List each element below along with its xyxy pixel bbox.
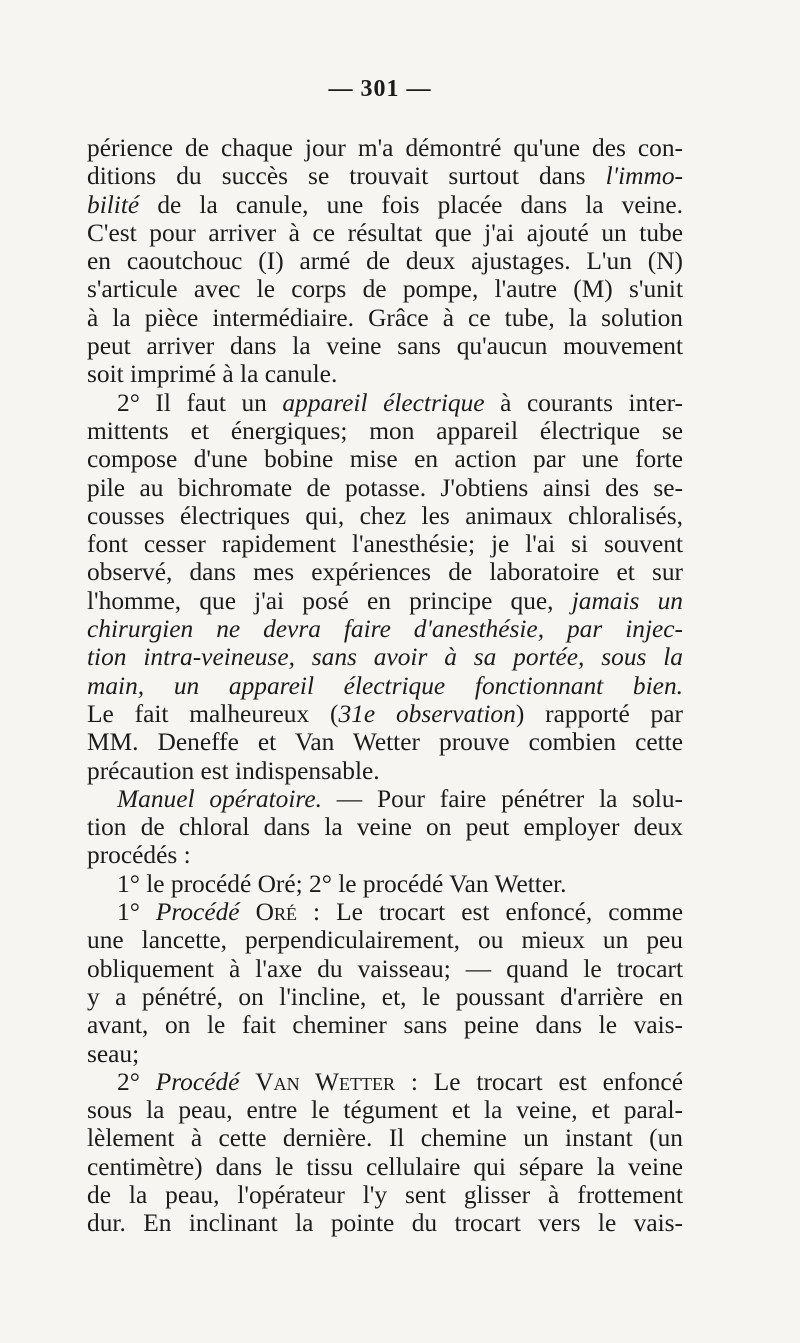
text-run: une lancette, perpendiculairement, ou mieux un peu: [87, 926, 683, 955]
italic-run: appareil électrique: [282, 388, 485, 417]
text-run: C'est pour arriver à ce résultat que j'ai ajouté un tube: [87, 218, 683, 247]
text-run: centimètre) dans le tissu cellulaire qui sépare la veine: [87, 1152, 683, 1181]
text-run: tion de chloral dans la veine on peut employer deux: [87, 813, 683, 842]
text-line: [87, 870, 683, 898]
text-run: lèlement à cette dernière. Il chemine un instant (un: [87, 1124, 683, 1153]
italic-run: jamais un: [571, 586, 683, 615]
text-line: [87, 389, 683, 417]
text-run: peut arriver dans la veine sans qu'aucun mouvement: [87, 332, 683, 361]
text-line: [87, 304, 683, 332]
text-run: font cesser rapidement l'anesthésie; je l'ai si souvent: [87, 530, 683, 559]
text-run: à courants inter-: [484, 388, 683, 417]
text-line: [87, 1124, 683, 1152]
italic-run: Manuel opératoire.: [117, 784, 322, 813]
text-run: en caoutchouc (I) armé de deux ajustages. L'un (N): [87, 247, 683, 276]
italic-run: chirurgien ne devra faire d'anesthésie, par injec-: [87, 615, 683, 644]
italic-run: main, un appareil électrique fonctionnant bien.: [87, 671, 683, 700]
text-run: y a pénétré, on l'incline, et, le poussant d'arrière en: [87, 982, 683, 1011]
text-run: mittents et énergiques; mon appareil électrique se: [87, 416, 683, 445]
text-line: [87, 275, 683, 303]
text-line: [87, 1096, 683, 1124]
text-line: [87, 162, 683, 190]
text-line: [87, 530, 683, 558]
text-line: [87, 672, 683, 700]
text-line: [87, 955, 683, 983]
text-run: périence de chaque jour m'a démontré qu'une des con-: [87, 134, 683, 162]
text-line: [87, 926, 683, 954]
text-line: [87, 1068, 683, 1096]
text-run: : Le trocart est enfoncé: [394, 1067, 683, 1096]
text-run: Le fait malheureux (: [87, 699, 339, 728]
text-line: [87, 983, 683, 1011]
text-run: ) rapporté par: [515, 699, 683, 728]
text-line: [87, 360, 683, 388]
italic-run: l'immo-: [605, 162, 683, 191]
text-line: [87, 700, 683, 728]
text-run: sous la peau, entre le tégument et la veine, et paral-: [87, 1096, 683, 1125]
text-line: [87, 1040, 683, 1068]
text-run: soit imprimé à la canule.: [87, 360, 338, 389]
text-line: [87, 502, 683, 530]
text-line: [87, 728, 683, 756]
text-run: l'homme, que j'ai posé en principe que,: [87, 586, 572, 615]
text-line: [87, 1011, 683, 1039]
italic-run: Procédé: [155, 898, 240, 927]
text-run: MM. Deneffe et Van Wetter prouve combien cette: [87, 728, 683, 757]
italic-run: 31e observation: [338, 699, 516, 728]
text-line: [87, 898, 683, 926]
text-run: — Pour faire pénétrer la solu-: [321, 784, 684, 813]
text-run: compose d'une bobine mise en action par une forte: [87, 445, 683, 474]
text-run: cousses électriques qui, chez les animaux chloralisés,: [87, 501, 683, 530]
text-line: [87, 1153, 683, 1181]
text-run: s'articule avec le corps de pompe, l'autre (M) s'unit: [87, 275, 683, 304]
text-line: [87, 417, 683, 445]
italic-run: bilité: [87, 190, 140, 219]
text-run: 2° Il faut un: [117, 388, 283, 417]
text-line: [87, 587, 683, 615]
text-run: de la peau, l'opérateur l'y sent glisser à frottement: [87, 1180, 683, 1209]
text-run: à la pièce intermédiaire. Grâce à ce tube, la solution: [87, 303, 683, 332]
text-run: précaution est indispensable.: [87, 756, 380, 785]
text-line: [87, 757, 683, 785]
text-line: [87, 615, 683, 643]
text-run: [240, 898, 256, 926]
text-line: [87, 841, 683, 869]
text-run: avant, on le fait cheminer sans peine dans le vais-: [87, 1011, 683, 1040]
text-line: [87, 332, 683, 360]
body-text: [87, 134, 683, 1238]
text-run: dur. En inclinant la pointe du trocart vers le vais-: [87, 1209, 683, 1238]
page-number: — 301 —: [328, 76, 432, 102]
text-run: observé, dans mes expériences de laboratoire et sur: [87, 558, 683, 587]
text-run: seau;: [87, 1039, 140, 1068]
text-run: 1° le procédé Oré; 2° le procédé Van Wetter.: [117, 869, 567, 898]
text-line: [87, 445, 683, 473]
text-line: [87, 1209, 683, 1237]
text-line: [87, 219, 683, 247]
text-line: [87, 643, 683, 671]
small-caps-run: Van Wetter: [255, 1067, 395, 1096]
text-line: [87, 558, 683, 586]
text-run: pile au bichromate de potasse. J'obtiens ainsi des se-: [87, 473, 683, 502]
text-run: procédés :: [87, 841, 191, 870]
text-run: de la canule, une fois placée dans la veine.: [139, 190, 683, 219]
text-run: obliquement à l'axe du vaisseau; — quand le trocart: [87, 954, 683, 983]
text-line: [87, 1181, 683, 1209]
small-caps-run: Oré: [255, 898, 297, 927]
text-line: [87, 247, 683, 275]
text-line: [87, 191, 683, 219]
text-line: [87, 474, 683, 502]
italic-run: tion intra-veineuse, sans avoir à sa portée, sous la: [87, 643, 683, 672]
italic-run: Procédé: [155, 1067, 240, 1096]
text-line: [87, 134, 683, 162]
text-run: 1°: [117, 898, 156, 927]
text-run: ditions du succès se trouvait surtout dans: [87, 162, 606, 191]
text-run: [239, 1068, 255, 1096]
text-line: [87, 785, 683, 813]
text-run: 2°: [117, 1067, 156, 1096]
text-line: [87, 813, 683, 841]
text-run: : Le trocart est enfoncé, comme: [296, 898, 683, 927]
